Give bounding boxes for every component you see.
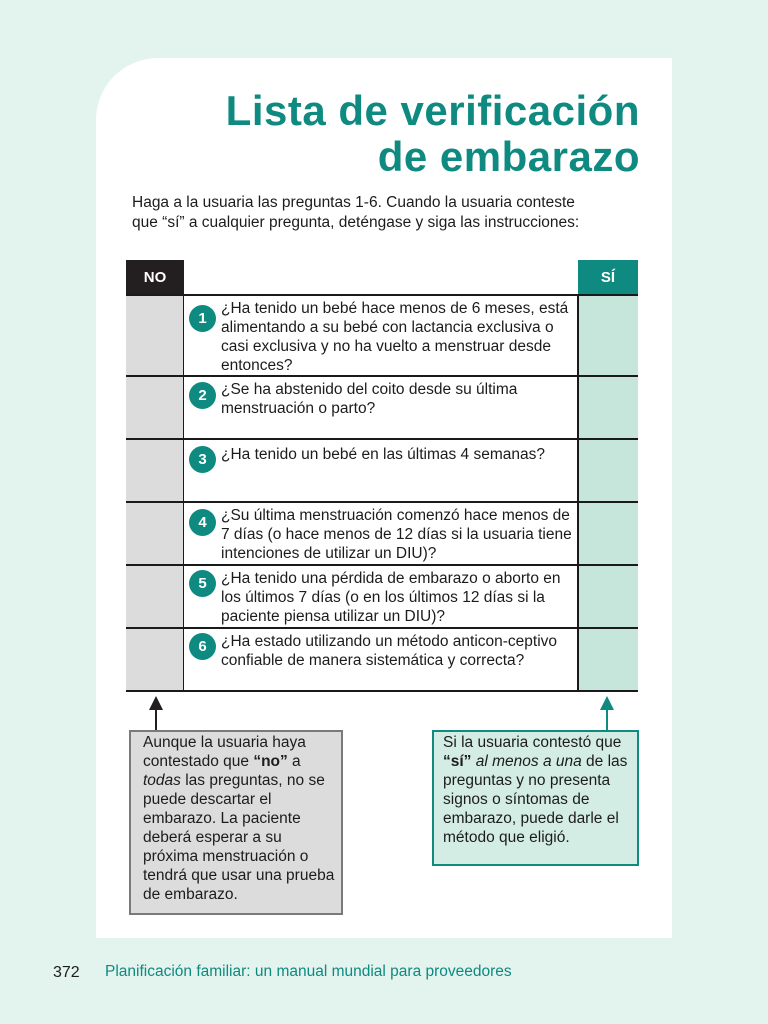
no-box-italic: todas: [143, 772, 181, 789]
no-arrow-shaft: [155, 708, 157, 730]
table-header: [126, 260, 638, 296]
question-number-badge: 5: [189, 570, 216, 597]
question-number-badge: 1: [189, 305, 216, 332]
question-text: ¿Ha tenido un bebé hace menos de 6 meses, está alimentando a su bebé con lactancia exclusiva o casi exclusiva y no ha vuelto a menstruar desde entonces?: [221, 300, 569, 374]
page-number: 372: [53, 964, 80, 981]
book-title: Planificación familiar: un manual mundial para proveedores: [105, 963, 512, 980]
no-answer-cell[interactable]: [126, 296, 184, 375]
si-box-italic: al menos a una: [471, 753, 582, 770]
question-number-badge: 6: [189, 633, 216, 660]
no-instruction-box: [129, 730, 343, 915]
question-text: ¿Se ha abstenido del coito desde su última menstruación o parto?: [221, 381, 518, 417]
si-arrow-shaft: [606, 708, 608, 730]
question-text: ¿Ha estado utilizando un método anticon-ceptivo confiable de manera sistemática y correcta?: [221, 633, 558, 669]
si-column-header: SÍ: [578, 260, 638, 294]
title-line-1: Lista de verificación: [225, 87, 640, 134]
no-answer-cell[interactable]: [126, 440, 184, 501]
question-number-badge: 2: [189, 382, 216, 409]
si-box-text: de las preguntas y no presenta signos o síntomas de embarazo, puede darle el método que eligió.: [443, 753, 628, 846]
question-number-badge: 4: [189, 509, 216, 536]
no-answer-cell[interactable]: [126, 377, 184, 438]
question-text: ¿Ha tenido un bebé en las últimas 4 semanas?: [221, 446, 545, 463]
question-number-badge: 3: [189, 446, 216, 473]
question-row-6: [126, 629, 638, 692]
no-column-header: NO: [126, 260, 184, 294]
si-box-text: Si la usuaria contestó que: [443, 734, 622, 751]
question-row-5: [126, 566, 638, 629]
question-row-3: [126, 440, 638, 503]
question-row-2: [126, 377, 638, 440]
no-box-text: a: [287, 753, 301, 770]
question-row-1: [126, 296, 638, 377]
si-arrow-up-icon: [600, 696, 614, 710]
no-answer-cell[interactable]: [126, 629, 184, 690]
si-answer-cell[interactable]: [577, 377, 638, 438]
si-answer-cell[interactable]: [577, 566, 638, 627]
question-row-4: [126, 503, 638, 566]
si-box-emphasis: “sí”: [443, 753, 472, 770]
no-answer-cell[interactable]: [126, 503, 184, 564]
intro-text: Haga a la usuaria las preguntas 1-6. Cuando la usuaria conteste que “sí” a cualquier pregunta, deténgase y siga las instrucciones:: [132, 194, 580, 231]
no-arrow-up-icon: [149, 696, 163, 710]
si-answer-cell[interactable]: [577, 629, 638, 690]
si-answer-cell[interactable]: [577, 440, 638, 501]
title-line-2: de embarazo: [377, 133, 640, 180]
no-box-text: las preguntas, no se puede descartar el embarazo. La paciente deberá esperar a su próxima menstruación o tendrá que usar una prueba de embarazo.: [143, 772, 335, 903]
no-box-emphasis: “no”: [253, 753, 288, 770]
si-answer-cell[interactable]: [577, 296, 638, 375]
si-answer-cell[interactable]: [577, 503, 638, 564]
checklist-table: [126, 260, 638, 692]
question-text: ¿Su última menstruación comenzó hace menos de 7 días (o hace menos de 12 días si la usuaria tiene intenciones de utilizar un DIU)?: [221, 507, 572, 562]
si-instruction-box: [432, 730, 639, 866]
question-text: ¿Ha tenido una pérdida de embarazo o aborto en los últimos 7 días (o en los últimos 12 días si la paciente piensa utilizar un DIU)?: [221, 570, 561, 625]
page-title: [110, 88, 640, 180]
no-answer-cell[interactable]: [126, 566, 184, 627]
no-box-text: Aunque la usuaria haya contestado que: [143, 734, 306, 770]
